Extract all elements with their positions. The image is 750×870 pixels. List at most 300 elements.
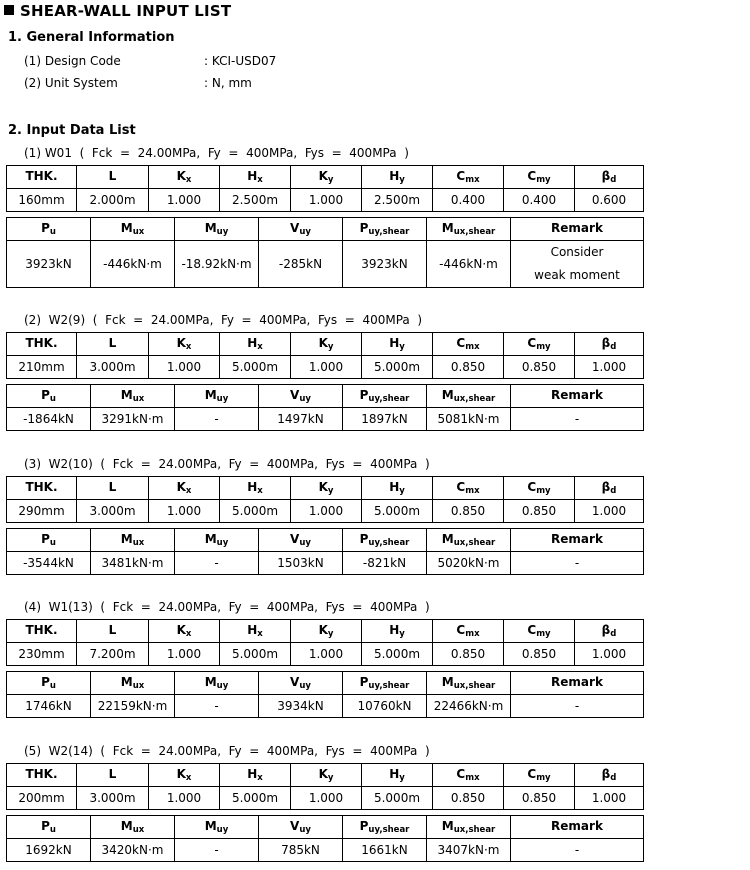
remark-cell: - [511, 839, 644, 862]
geometry-header-label: K [176, 336, 186, 350]
forces-header-label: P [41, 675, 50, 689]
geometry-value-cell: 200mm [7, 787, 77, 810]
geometry-header-label: K [176, 623, 186, 637]
geometry-header-label: C [527, 169, 537, 183]
geometry-header-subscript: mx [465, 486, 480, 496]
geometry-header-label: K [176, 480, 186, 494]
forces-value-cell: 3291kN·m [91, 408, 175, 431]
geometry-header-cell [291, 764, 362, 787]
forces-header-subscript: ux,shear [453, 825, 496, 835]
forces-value-cell: 5020kN·m [427, 552, 511, 575]
geometry-value-cell: 1.000 [149, 500, 220, 523]
geometry-header-label: L [108, 336, 117, 350]
geometry-value-cell: 2.500m [362, 189, 433, 212]
geometry-header-cell [362, 477, 433, 500]
forces-header-label: P [359, 675, 369, 689]
forces-header-subscript: ux,shear [453, 681, 496, 691]
geometry-header-label: L [108, 623, 117, 637]
forces-header-label: M [120, 221, 133, 235]
geometry-value-cell: 0.850 [433, 787, 504, 810]
geometry-header-cell [220, 764, 291, 787]
forces-header-label: M [120, 675, 133, 689]
forces-header-label: V [290, 675, 300, 689]
geometry-header-label: C [527, 336, 537, 350]
forces-header-subscript: uy [216, 681, 229, 691]
forces-header-label: M [120, 819, 133, 833]
geometry-header-subscript: x [185, 486, 192, 496]
geometry-header-cell [575, 764, 644, 787]
forces-header-subscript: ux [132, 394, 145, 404]
geometry-header-label: H [247, 336, 258, 350]
geometry-header-subscript: x [185, 175, 192, 185]
forces-value-cell: - [175, 695, 259, 718]
forces-header-cell [259, 816, 343, 839]
geometry-value-cell: 0.400 [433, 189, 504, 212]
geometry-header-cell [220, 333, 291, 356]
forces-header-label: P [41, 819, 50, 833]
geometry-value-cell: 1.000 [575, 643, 644, 666]
geometry-header-label: β [601, 169, 611, 183]
forces-header-label: M [204, 388, 217, 402]
forces-value-cell: 3934kN [259, 695, 343, 718]
geometry-header-cell [291, 620, 362, 643]
geometry-header-cell [77, 166, 149, 189]
geometry-header-cell [220, 477, 291, 500]
forces-header-subscript: uy,shear [368, 681, 410, 691]
geometry-header-subscript: x [185, 629, 192, 639]
geometry-value-cell: 2.500m [220, 189, 291, 212]
geometry-value-cell: 0.850 [504, 356, 575, 379]
wall-header: (5) W2(14) ( Fck = 24.00MPa, Fy = 400MPa, Fys = 400MPa ) [24, 744, 430, 758]
forces-header-cell [511, 529, 644, 552]
geometry-header-subscript: y [327, 342, 334, 352]
forces-header-cell [175, 672, 259, 695]
forces-header-cell [343, 672, 427, 695]
geometry-header-subscript: x [257, 175, 263, 185]
geometry-header-label: C [456, 169, 466, 183]
forces-header-subscript: uy,shear [368, 394, 410, 404]
geometry-value-cell: 1.000 [291, 787, 362, 810]
forces-header-label: Remark [551, 532, 603, 546]
geometry-value-cell: 1.000 [149, 787, 220, 810]
forces-header-cell [175, 816, 259, 839]
geometry-header-subscript: y [327, 486, 334, 496]
geometry-header-subscript: y [327, 175, 334, 185]
geometry-value-cell: 5.000m [362, 500, 433, 523]
geometry-header-cell [220, 620, 291, 643]
forces-header-subscript: uy [299, 227, 311, 237]
geometry-header-subscript: x [257, 773, 263, 783]
geometry-header-label: C [456, 336, 466, 350]
wall-forces-table [6, 815, 644, 862]
geometry-header-label: β [601, 336, 611, 350]
geometry-header-cell [149, 166, 220, 189]
forces-value-cell: - [175, 408, 259, 431]
wall-forces-table [6, 384, 644, 431]
forces-header-label: M [204, 675, 217, 689]
geometry-header-subscript: d [610, 773, 617, 783]
unit-system-label: (2) Unit System [24, 76, 118, 90]
forces-header-cell [427, 672, 511, 695]
forces-header-subscript: ux [132, 538, 145, 548]
forces-header-cell [427, 816, 511, 839]
geometry-header-subscript: x [185, 342, 192, 352]
forces-header-label: Remark [551, 819, 603, 833]
geometry-header-cell [504, 333, 575, 356]
forces-value-cell: 3407kN·m [427, 839, 511, 862]
geometry-value-cell: 5.000m [362, 356, 433, 379]
forces-header-subscript: u [49, 394, 56, 404]
forces-header-cell [427, 529, 511, 552]
geometry-header-label: L [108, 169, 117, 183]
forces-header-subscript: uy [216, 394, 229, 404]
geometry-value-cell: 1.000 [149, 356, 220, 379]
forces-value-cell: -1864kN [7, 408, 91, 431]
geometry-value-cell: 3.000m [77, 787, 149, 810]
geometry-header-label: β [601, 480, 611, 494]
forces-header-cell [427, 385, 511, 408]
forces-header-label: Remark [551, 221, 603, 235]
geometry-header-cell [77, 477, 149, 500]
geometry-header-label: K [318, 480, 328, 494]
forces-value-cell: 1897kN [343, 408, 427, 431]
geometry-header-label: β [601, 767, 611, 781]
geometry-header-subscript: mx [465, 175, 480, 185]
wall-forces-table [6, 217, 644, 288]
forces-header-subscript: uy [299, 538, 311, 548]
forces-header-label: M [441, 221, 454, 235]
forces-header-label: V [290, 388, 300, 402]
geometry-header-subscript: my [536, 175, 551, 185]
geometry-value-cell: 1.000 [149, 643, 220, 666]
forces-header-subscript: uy [216, 227, 229, 237]
geometry-header-cell [362, 764, 433, 787]
geometry-value-cell: 3.000m [77, 500, 149, 523]
forces-header-label: M [441, 819, 454, 833]
geometry-header-cell [433, 764, 504, 787]
forces-header-subscript: uy,shear [368, 227, 410, 237]
forces-header-label: M [204, 221, 217, 235]
forces-header-label: P [359, 388, 369, 402]
forces-value-cell: 3420kN·m [91, 839, 175, 862]
geometry-header-label: THK. [25, 623, 58, 637]
wall-forces-table [6, 528, 644, 575]
forces-header-label: V [290, 819, 300, 833]
forces-value-cell: -446kN·m [427, 241, 511, 288]
forces-value-cell: -821kN [343, 552, 427, 575]
geometry-value-cell: 7.200m [77, 643, 149, 666]
geometry-value-cell: 5.000m [362, 643, 433, 666]
geometry-header-cell [504, 166, 575, 189]
geometry-value-cell: 1.000 [291, 500, 362, 523]
geometry-value-cell: 230mm [7, 643, 77, 666]
geometry-value-cell: 0.850 [433, 500, 504, 523]
geometry-header-subscript: y [327, 773, 334, 783]
geometry-value-cell: 2.000m [77, 189, 149, 212]
forces-header-cell [175, 529, 259, 552]
forces-header-cell [175, 385, 259, 408]
forces-header-label: P [359, 532, 369, 546]
forces-header-label: M [120, 532, 133, 546]
geometry-header-cell [220, 166, 291, 189]
geometry-value-cell: 1.000 [149, 189, 220, 212]
wall-header: (2) W2(9) ( Fck = 24.00MPa, Fy = 400MPa, Fys = 400MPa ) [24, 313, 423, 327]
geometry-header-cell [362, 333, 433, 356]
geometry-header-label: THK. [25, 767, 58, 781]
forces-header-cell [511, 385, 644, 408]
forces-value-cell: 1746kN [7, 695, 91, 718]
forces-header-subscript: uy [299, 681, 311, 691]
forces-header-label: P [41, 388, 50, 402]
geometry-value-cell: 0.600 [575, 189, 644, 212]
geometry-header-cell [433, 477, 504, 500]
forces-header-label: V [290, 532, 300, 546]
wall-geometry-table [6, 332, 644, 379]
geometry-value-cell: 1.000 [291, 356, 362, 379]
design-code-label: (1) Design Code [24, 54, 121, 68]
forces-value-cell: - [175, 552, 259, 575]
geometry-header-cell [433, 620, 504, 643]
geometry-header-label: K [176, 169, 186, 183]
geometry-header-label: H [389, 623, 400, 637]
geometry-value-cell: 5.000m [362, 787, 433, 810]
forces-header-subscript: u [49, 681, 56, 691]
remark-line-1: Consider [550, 245, 604, 259]
wall-geometry-table [6, 763, 644, 810]
geometry-header-subscript: my [536, 342, 551, 352]
remark-line-2: weak moment [534, 268, 620, 282]
geometry-value-cell: 0.850 [504, 643, 575, 666]
geometry-header-subscript: x [257, 486, 263, 496]
geometry-header-cell [7, 166, 77, 189]
wall-header: (3) W2(10) ( Fck = 24.00MPa, Fy = 400MPa, Fys = 400MPa ) [24, 457, 430, 471]
forces-header-label: M [204, 532, 217, 546]
forces-header-cell [259, 672, 343, 695]
geometry-header-subscript: y [399, 175, 405, 185]
geometry-header-label: L [108, 767, 117, 781]
geometry-header-label: C [456, 623, 466, 637]
geometry-value-cell: 0.850 [433, 643, 504, 666]
geometry-header-label: THK. [25, 480, 58, 494]
geometry-header-label: L [108, 480, 117, 494]
wall-header: (4) W1(13) ( Fck = 24.00MPa, Fy = 400MPa, Fys = 400MPa ) [24, 600, 430, 614]
forces-header-subscript: uy [299, 825, 311, 835]
forces-header-subscript: ux [132, 681, 145, 691]
geometry-header-label: THK. [25, 169, 58, 183]
geometry-header-subscript: my [536, 773, 551, 783]
forces-header-label: M [441, 388, 454, 402]
geometry-value-cell: 1.000 [291, 189, 362, 212]
geometry-header-label: C [456, 480, 466, 494]
geometry-header-label: K [318, 336, 328, 350]
forces-header-cell [343, 816, 427, 839]
forces-value-cell: 1661kN [343, 839, 427, 862]
remark-cell [511, 241, 644, 288]
geometry-value-cell: 5.000m [220, 500, 291, 523]
geometry-header-label: β [601, 623, 611, 637]
geometry-header-label: H [247, 767, 258, 781]
geometry-value-cell: 0.850 [504, 787, 575, 810]
geometry-value-cell: 3.000m [77, 356, 149, 379]
geometry-header-cell [362, 166, 433, 189]
geometry-header-label: K [176, 767, 186, 781]
geometry-header-label: C [527, 480, 537, 494]
geometry-header-cell [77, 333, 149, 356]
geometry-header-cell [504, 620, 575, 643]
geometry-header-subscript: y [399, 629, 405, 639]
geometry-value-cell: 5.000m [220, 787, 291, 810]
geometry-header-label: K [318, 169, 328, 183]
geometry-header-label: K [318, 623, 328, 637]
forces-header-cell [343, 529, 427, 552]
forces-header-subscript: ux [132, 825, 145, 835]
section-input-data-list-heading: 2. Input Data List [8, 123, 136, 138]
geometry-header-label: H [247, 480, 258, 494]
forces-value-cell: - [175, 839, 259, 862]
geometry-header-label: C [527, 767, 537, 781]
geometry-value-cell: 1.000 [575, 356, 644, 379]
geometry-header-subscript: d [610, 175, 617, 185]
geometry-header-cell [7, 764, 77, 787]
forces-header-label: P [41, 221, 50, 235]
forces-header-cell [259, 218, 343, 241]
geometry-header-cell [77, 620, 149, 643]
square-bullet-icon [4, 5, 14, 15]
geometry-header-subscript: y [327, 629, 334, 639]
forces-header-subscript: uy [216, 538, 229, 548]
forces-header-cell [91, 385, 175, 408]
forces-header-cell [511, 816, 644, 839]
geometry-header-subscript: x [257, 629, 263, 639]
forces-header-label: V [290, 221, 300, 235]
geometry-value-cell: 1.000 [575, 500, 644, 523]
geometry-header-subscript: y [399, 342, 405, 352]
forces-header-subscript: uy [299, 394, 311, 404]
forces-header-subscript: ux,shear [453, 394, 496, 404]
forces-header-subscript: uy,shear [368, 538, 410, 548]
forces-header-subscript: ux,shear [453, 227, 496, 237]
forces-value-cell: 22159kN·m [91, 695, 175, 718]
geometry-header-label: THK. [25, 336, 58, 350]
geometry-value-cell: 160mm [7, 189, 77, 212]
forces-value-cell: 10760kN [343, 695, 427, 718]
forces-value-cell: 785kN [259, 839, 343, 862]
remark-cell: - [511, 408, 644, 431]
geometry-header-cell [291, 333, 362, 356]
forces-header-cell [7, 672, 91, 695]
forces-value-cell: 1692kN [7, 839, 91, 862]
forces-header-subscript: uy [216, 825, 229, 835]
geometry-header-label: H [247, 623, 258, 637]
forces-value-cell: -18.92kN·m [175, 241, 259, 288]
geometry-header-subscript: d [610, 342, 617, 352]
geometry-header-subscript: d [610, 486, 617, 496]
remark-cell: - [511, 552, 644, 575]
geometry-header-cell [575, 477, 644, 500]
geometry-value-cell: 1.000 [291, 643, 362, 666]
geometry-header-cell [433, 166, 504, 189]
geometry-header-subscript: x [257, 342, 263, 352]
geometry-header-cell [291, 166, 362, 189]
geometry-header-subscript: my [536, 629, 551, 639]
forces-header-label: P [359, 221, 369, 235]
forces-header-cell [259, 529, 343, 552]
geometry-value-cell: 5.000m [220, 643, 291, 666]
geometry-header-subscript: d [610, 629, 617, 639]
forces-value-cell: -446kN·m [91, 241, 175, 288]
forces-header-cell [343, 218, 427, 241]
design-code-value: : KCI-USD07 [204, 54, 277, 68]
forces-header-cell [7, 385, 91, 408]
forces-header-cell [91, 672, 175, 695]
forces-header-cell [511, 672, 644, 695]
geometry-value-cell: 1.000 [575, 787, 644, 810]
geometry-header-cell [149, 620, 220, 643]
forces-header-cell [91, 816, 175, 839]
geometry-header-subscript: mx [465, 773, 480, 783]
section-general-information-heading: 1. General Information [8, 30, 175, 45]
forces-header-label: M [441, 675, 454, 689]
geometry-value-cell: 0.850 [504, 500, 575, 523]
geometry-header-cell [362, 620, 433, 643]
geometry-header-cell [149, 764, 220, 787]
geometry-header-cell [575, 166, 644, 189]
page-title-text: SHEAR-WALL INPUT LIST [20, 2, 232, 20]
geometry-header-cell [504, 764, 575, 787]
geometry-header-label: C [527, 623, 537, 637]
forces-header-subscript: uy,shear [368, 825, 410, 835]
geometry-value-cell: 5.000m [220, 356, 291, 379]
forces-header-subscript: u [49, 538, 56, 548]
forces-header-cell [7, 218, 91, 241]
forces-value-cell: 1497kN [259, 408, 343, 431]
forces-header-cell [91, 218, 175, 241]
geometry-header-cell [291, 477, 362, 500]
wall-geometry-table [6, 476, 644, 523]
forces-header-cell [427, 218, 511, 241]
forces-value-cell: 3923kN [7, 241, 91, 288]
remark-cell: - [511, 695, 644, 718]
geometry-header-subscript: y [399, 486, 405, 496]
forces-header-label: M [441, 532, 454, 546]
forces-header-subscript: u [49, 227, 56, 237]
forces-header-subscript: ux [132, 227, 145, 237]
geometry-header-subscript: mx [465, 629, 480, 639]
geometry-header-label: C [456, 767, 466, 781]
forces-header-subscript: u [49, 825, 56, 835]
forces-header-label: Remark [551, 675, 603, 689]
geometry-value-cell: 0.850 [433, 356, 504, 379]
forces-header-cell [343, 385, 427, 408]
forces-header-label: M [204, 819, 217, 833]
forces-header-subscript: ux,shear [453, 538, 496, 548]
geometry-header-subscript: x [185, 773, 192, 783]
wall-header: (1) W01 ( Fck = 24.00MPa, Fy = 400MPa, Fys = 400MPa ) [24, 146, 409, 160]
wall-geometry-table [6, 165, 644, 212]
geometry-header-cell [575, 620, 644, 643]
forces-header-label: P [41, 532, 50, 546]
geometry-value-cell: 0.400 [504, 189, 575, 212]
forces-value-cell: 3923kN [343, 241, 427, 288]
geometry-header-cell [77, 764, 149, 787]
forces-header-cell [91, 529, 175, 552]
geometry-header-cell [7, 333, 77, 356]
geometry-header-cell [7, 477, 77, 500]
forces-value-cell: 1503kN [259, 552, 343, 575]
forces-header-label: M [120, 388, 133, 402]
wall-geometry-table [6, 619, 644, 666]
geometry-value-cell: 290mm [7, 500, 77, 523]
